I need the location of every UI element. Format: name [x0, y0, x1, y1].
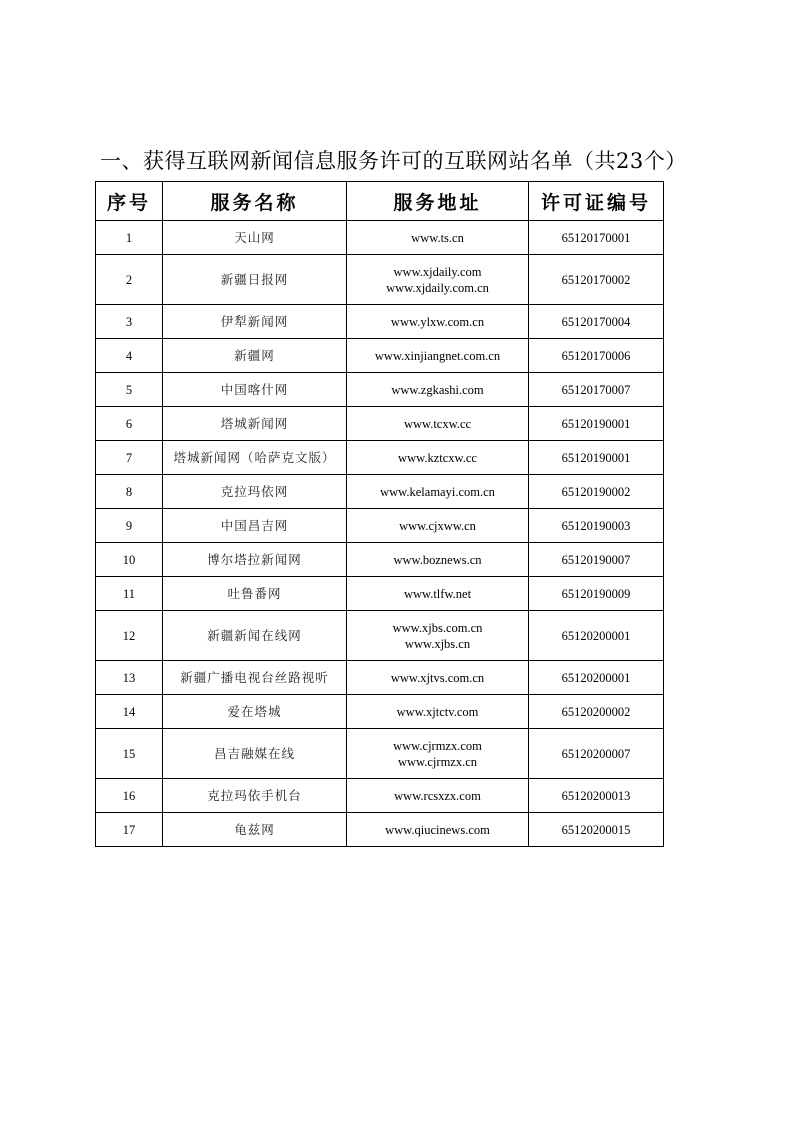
- table-row: [96, 475, 664, 509]
- license-number-cell: 65120190001: [529, 441, 664, 475]
- service-address-cell: [347, 729, 529, 779]
- service-url: www.kelamayi.com.cn: [380, 484, 495, 499]
- service-name-cell: 新疆网: [163, 339, 347, 373]
- license-number-cell: 65120200007: [529, 729, 664, 779]
- service-url: www.qiucinews.com: [385, 822, 490, 837]
- service-url: www.xjtctv.com: [396, 704, 479, 719]
- service-url: www.cjrmzx.com: [393, 738, 482, 753]
- service-name-cell: 新疆日报网: [163, 255, 347, 305]
- service-name-cell: 伊犁新闻网: [163, 305, 347, 339]
- service-name-cell: 爱在塔城: [163, 695, 347, 729]
- service-address-cell: [347, 509, 529, 543]
- table-row: [96, 221, 664, 255]
- license-number-cell: 65120200002: [529, 695, 664, 729]
- table-row: [96, 339, 664, 373]
- serial-number-cell: 16: [96, 779, 163, 813]
- service-name-cell: 新疆广播电视台丝路视听: [163, 661, 347, 695]
- license-number-cell: 65120200001: [529, 661, 664, 695]
- serial-number-cell: 14: [96, 695, 163, 729]
- serial-number-cell: 9: [96, 509, 163, 543]
- service-url: www.rcsxzx.com: [394, 788, 481, 803]
- serial-number-cell: 1: [96, 221, 163, 255]
- serial-number-cell: 12: [96, 611, 163, 661]
- service-address-cell: [347, 611, 529, 661]
- table-row: [96, 577, 664, 611]
- license-number-cell: 65120170006: [529, 339, 664, 373]
- license-number-cell: 65120200015: [529, 813, 664, 847]
- service-url: www.boznews.cn: [393, 552, 482, 567]
- service-url: www.ylxw.com.cn: [390, 314, 485, 329]
- service-address-cell: [347, 305, 529, 339]
- service-address-cell: [347, 475, 529, 509]
- service-url: www.xinjiangnet.com.cn: [374, 348, 501, 363]
- serial-number-cell: 7: [96, 441, 163, 475]
- service-address-cell: [347, 577, 529, 611]
- service-url: www.tcxw.cc: [403, 416, 472, 431]
- service-url: www.xjtvs.com.cn: [390, 670, 485, 685]
- serial-number-cell: 6: [96, 407, 163, 441]
- header-serial-number: 序号: [96, 182, 163, 221]
- table-row: [96, 305, 664, 339]
- serial-number-cell: 3: [96, 305, 163, 339]
- service-url: www.ts.cn: [411, 230, 464, 245]
- table-row: [96, 543, 664, 577]
- table-row: [96, 661, 664, 695]
- license-number-cell: 65120170002: [529, 255, 664, 305]
- service-address-cell: [347, 221, 529, 255]
- service-address-cell: [347, 373, 529, 407]
- table-row: [96, 255, 664, 305]
- serial-number-cell: 5: [96, 373, 163, 407]
- license-number-cell: 65120170007: [529, 373, 664, 407]
- license-number-cell: 65120190009: [529, 577, 664, 611]
- license-number-cell: 65120190002: [529, 475, 664, 509]
- table-row: [96, 373, 664, 407]
- header-license-number: 许可证编号: [529, 182, 664, 221]
- table-row: [96, 729, 664, 779]
- service-name-cell: 昌吉融媒在线: [163, 729, 347, 779]
- service-url: www.tlfw.net: [403, 586, 472, 601]
- service-url: www.xjbs.com.cn: [392, 620, 483, 635]
- license-number-cell: 65120170004: [529, 305, 664, 339]
- service-address-cell: [347, 661, 529, 695]
- table-header-row: [96, 182, 664, 221]
- license-number-cell: 65120200013: [529, 779, 664, 813]
- table-row: [96, 509, 664, 543]
- table-row: [96, 611, 664, 661]
- license-number-cell: 65120190007: [529, 543, 664, 577]
- service-address-cell: [347, 407, 529, 441]
- service-url: www.kztcxw.cc: [398, 450, 477, 465]
- service-name-cell: 龟兹网: [163, 813, 347, 847]
- service-address-cell: [347, 339, 529, 373]
- section-heading: 一、获得互联网新闻信息服务许可的互联网站名单（共23个）: [100, 149, 687, 173]
- service-url: www.xjdaily.com.cn: [386, 280, 489, 295]
- serial-number-cell: 4: [96, 339, 163, 373]
- table-row: [96, 813, 664, 847]
- service-name-cell: 博尔塔拉新闻网: [163, 543, 347, 577]
- service-address-cell: [347, 695, 529, 729]
- service-name-cell: 天山网: [163, 221, 347, 255]
- service-name-cell: 塔城新闻网: [163, 407, 347, 441]
- table-row: [96, 779, 664, 813]
- header-service-address: 服务地址: [347, 182, 529, 221]
- service-url: www.xjbs.cn: [404, 636, 471, 651]
- license-number-cell: 65120190001: [529, 407, 664, 441]
- service-name-cell: 克拉玛依手机台: [163, 779, 347, 813]
- service-name-cell: 塔城新闻网（哈萨克文版）: [163, 441, 347, 475]
- serial-number-cell: 2: [96, 255, 163, 305]
- table-row: [96, 695, 664, 729]
- service-address-cell: [347, 543, 529, 577]
- serial-number-cell: 8: [96, 475, 163, 509]
- table-row: [96, 441, 664, 475]
- license-number-cell: 65120190003: [529, 509, 664, 543]
- serial-number-cell: 11: [96, 577, 163, 611]
- license-table: [95, 181, 664, 847]
- service-url: www.cjrmzx.cn: [397, 754, 478, 769]
- serial-number-cell: 17: [96, 813, 163, 847]
- license-number-cell: 65120200001: [529, 611, 664, 661]
- serial-number-cell: 10: [96, 543, 163, 577]
- service-url: www.cjxww.cn: [399, 518, 476, 533]
- table-body: [96, 221, 664, 847]
- service-name-cell: 新疆新闻在线网: [163, 611, 347, 661]
- service-address-cell: [347, 813, 529, 847]
- serial-number-cell: 15: [96, 729, 163, 779]
- service-address-cell: [347, 779, 529, 813]
- license-number-cell: 65120170001: [529, 221, 664, 255]
- service-address-cell: [347, 441, 529, 475]
- service-name-cell: 中国昌吉网: [163, 509, 347, 543]
- serial-number-cell: 13: [96, 661, 163, 695]
- service-name-cell: 克拉玛依网: [163, 475, 347, 509]
- header-service-name: 服务名称: [163, 182, 347, 221]
- table-row: [96, 407, 664, 441]
- service-name-cell: 吐鲁番网: [163, 577, 347, 611]
- service-url: www.zgkashi.com: [391, 382, 484, 397]
- service-address-cell: [347, 255, 529, 305]
- service-url: www.xjdaily.com: [393, 264, 482, 279]
- service-name-cell: 中国喀什网: [163, 373, 347, 407]
